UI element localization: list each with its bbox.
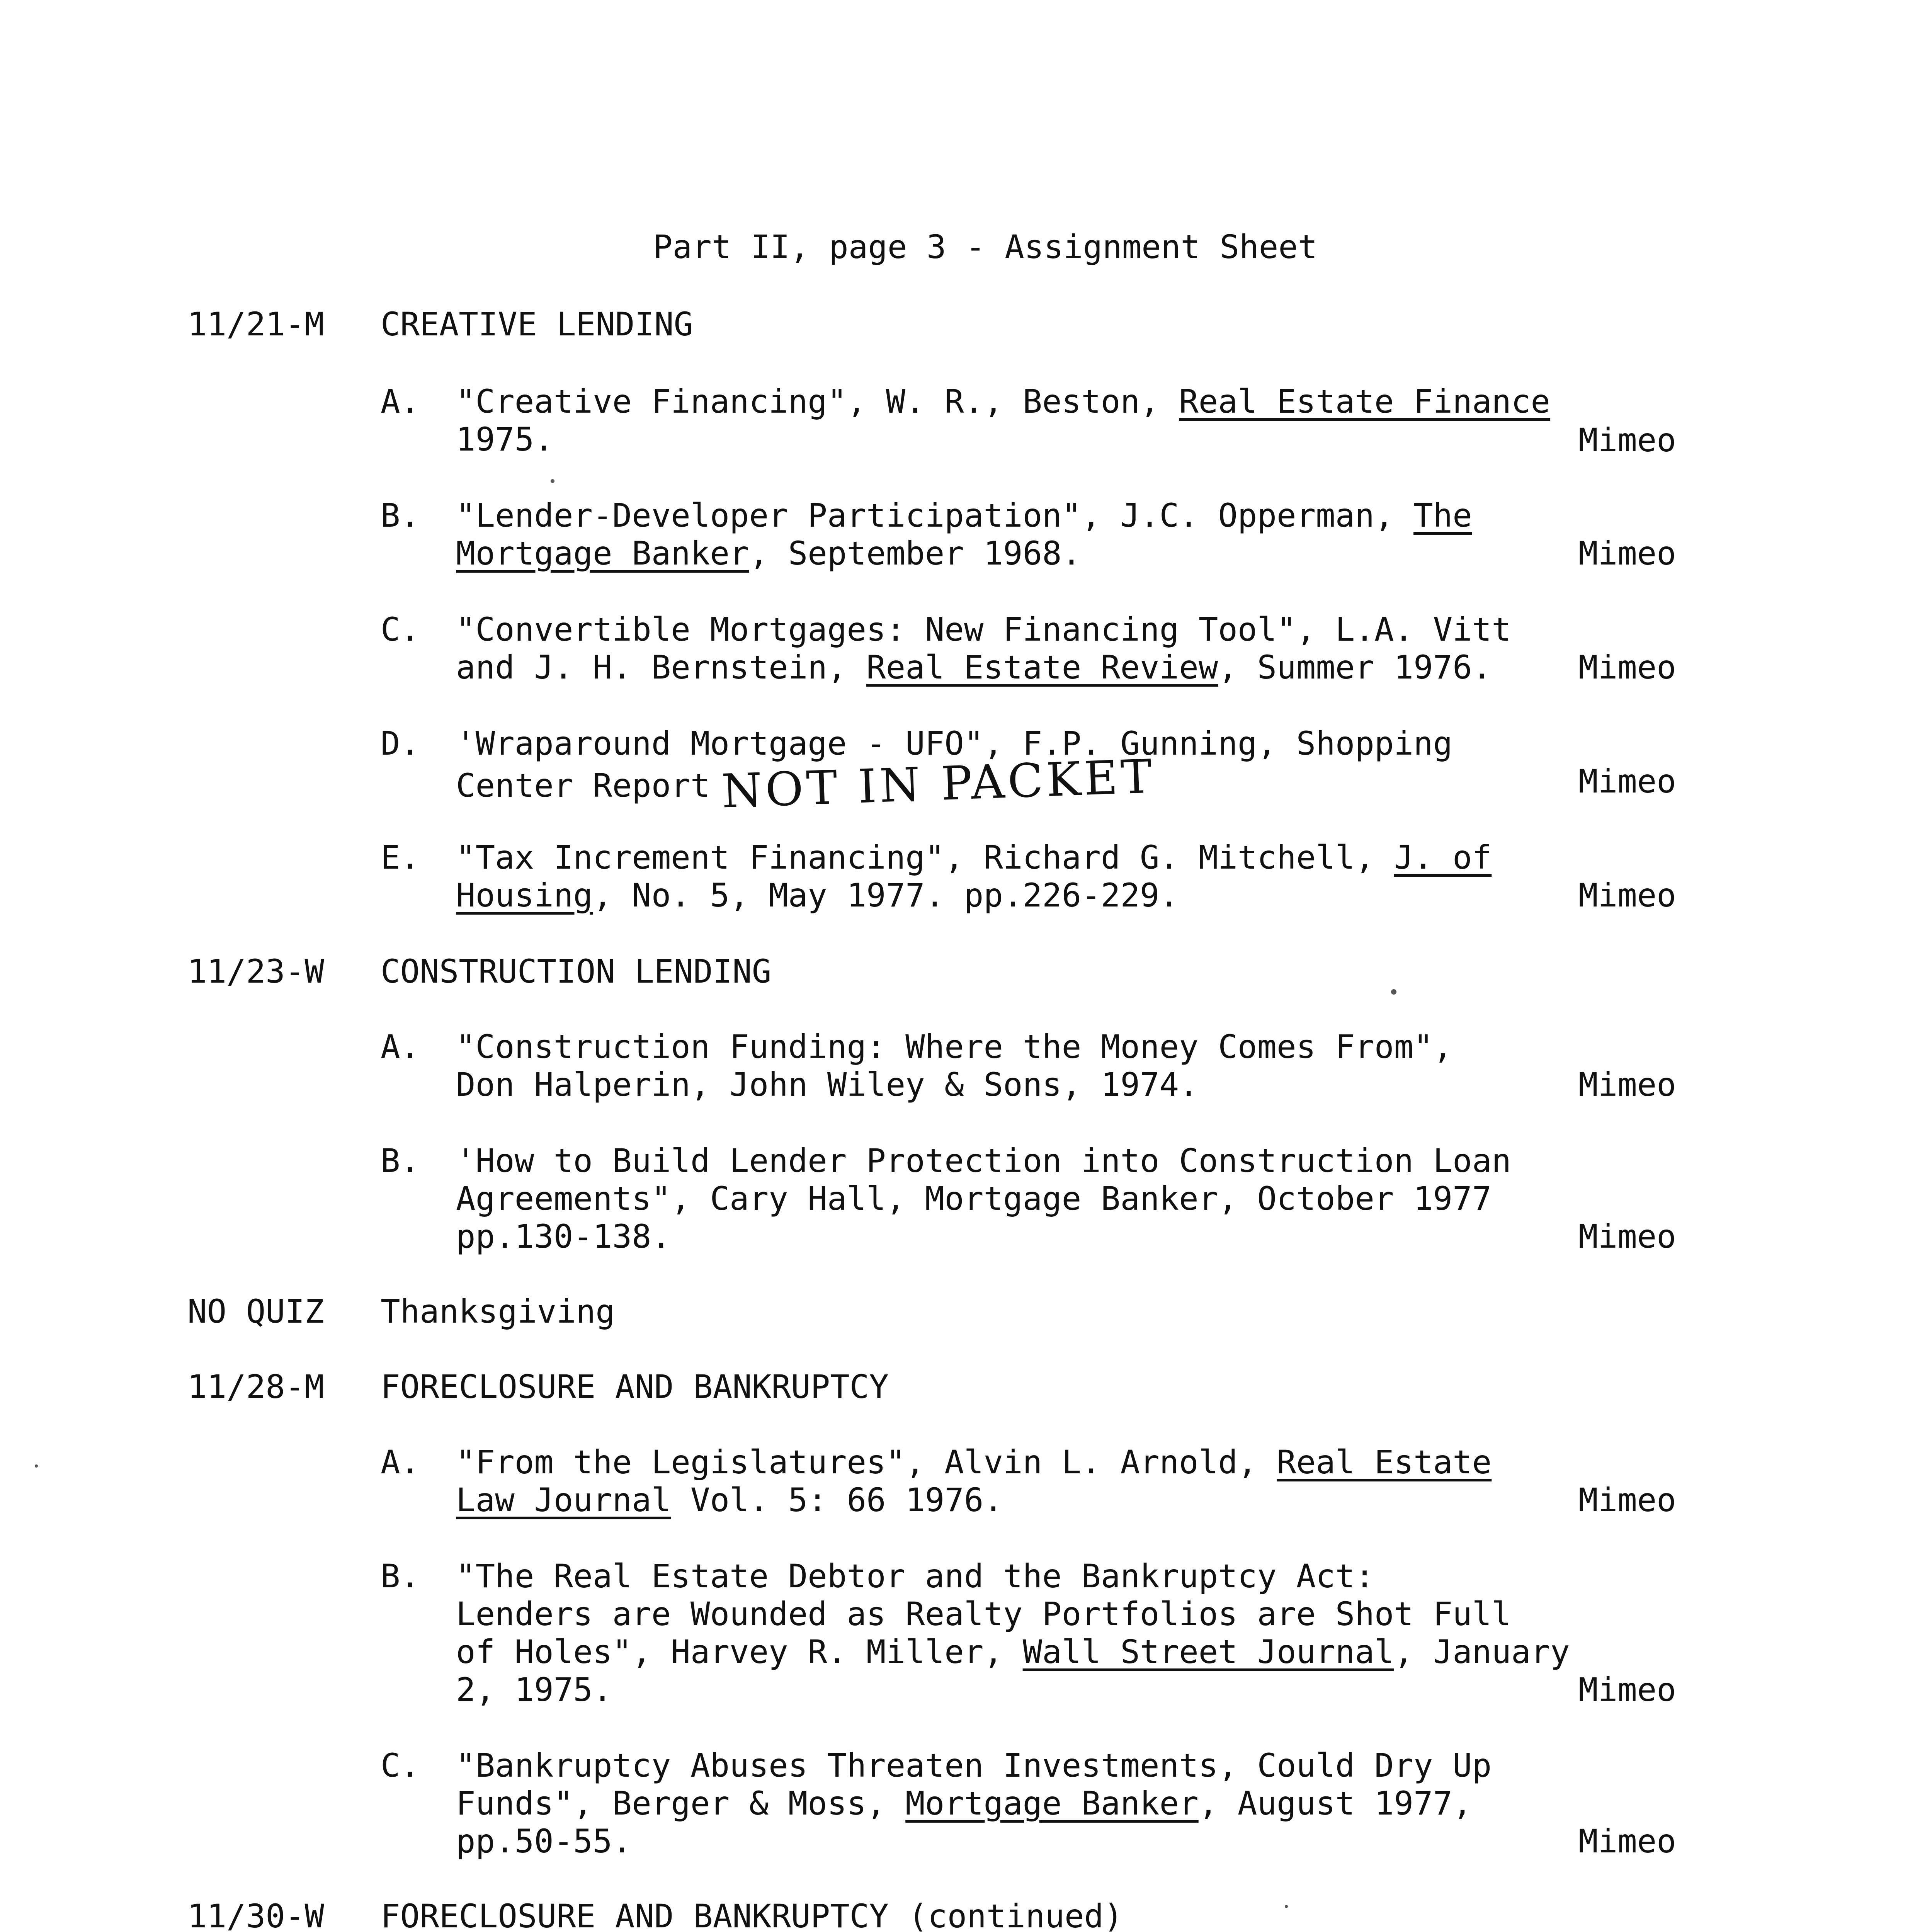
source-note: Mimeo bbox=[1578, 421, 1676, 459]
publication-title: Real Estate Finance bbox=[1179, 383, 1551, 420]
publication-title: Mortgage Banker bbox=[456, 534, 749, 572]
scan-speck bbox=[1391, 989, 1396, 995]
publication-title: Mortgage Banker bbox=[905, 1784, 1199, 1822]
source-note: Mimeo bbox=[1578, 762, 1676, 800]
date-label: 11/23-W bbox=[187, 952, 325, 990]
source-note: Mimeo bbox=[1578, 1671, 1676, 1709]
item-letter: B. bbox=[381, 497, 420, 534]
item-letter: A. bbox=[381, 1028, 420, 1066]
publication-title: Law Journal bbox=[456, 1481, 671, 1519]
section-heading: CONSTRUCTION LENDING bbox=[381, 952, 772, 990]
reference-entry: "Lender-Developer Participation", J.C. Opperman, The Mortgage Banker, September 1968. bbox=[456, 497, 1472, 572]
source-note: Mimeo bbox=[1578, 1822, 1676, 1860]
source-note: Mimeo bbox=[1578, 876, 1676, 914]
publication-title: J. of bbox=[1394, 838, 1492, 876]
source-note: Mimeo bbox=[1578, 1481, 1676, 1519]
source-note: Mimeo bbox=[1578, 1218, 1676, 1255]
reference-entry: "Tax Increment Financing", Richard G. Mitchell, J. of Housing, No. 5, May 1977. pp.226-229. bbox=[456, 838, 1492, 914]
item-letter: A. bbox=[381, 383, 420, 420]
publication-title: Real Estate Review bbox=[866, 648, 1218, 686]
reference-entry: "Construction Funding: Where the Money Comes From", Don Halperin, John Wiley & Sons, 1974. bbox=[456, 1028, 1453, 1104]
section-heading: FORECLOSURE AND BANKRUPTCY (continued) bbox=[381, 1897, 1123, 1932]
source-note: Mimeo bbox=[1578, 1066, 1676, 1104]
section-heading: FORECLOSURE AND BANKRUPTCY bbox=[381, 1368, 889, 1406]
date-label: 11/28-M bbox=[187, 1368, 325, 1406]
reference-entry: 'How to Build Lender Protection into Construction Loan Agreements", Cary Hall, Mortgage Banker, October 1977 pp.130-138. bbox=[456, 1142, 1511, 1255]
publication-title: Real Estate bbox=[1277, 1443, 1492, 1481]
date-label: NO QUIZ bbox=[187, 1293, 325, 1330]
reference-entry: "Creative Financing", W. R., Beston, Real Estate Finance 1975. bbox=[456, 383, 1551, 458]
page-title: Part II, page 3 - Assignment Sheet bbox=[653, 228, 1318, 266]
item-letter: C. bbox=[381, 611, 420, 648]
scan-speck bbox=[551, 479, 554, 483]
date-label: 11/30-W bbox=[187, 1897, 325, 1932]
date-label: 11/21-M bbox=[187, 305, 325, 343]
item-letter: D. bbox=[381, 724, 420, 762]
item-letter: E. bbox=[381, 838, 420, 876]
publication-title: Housing bbox=[456, 876, 593, 914]
reference-entry: "Convertible Mortgages: New Financing Tool", L.A. Vitt and J. H. Bernstein, Real Estate Review, Summer 1976. bbox=[456, 611, 1511, 686]
item-letter: B. bbox=[381, 1142, 420, 1180]
scan-speck bbox=[35, 1464, 38, 1468]
item-letter: C. bbox=[381, 1747, 420, 1784]
reference-entry: 'Wraparound Mortgage - UFO", F.P. Gunning, Shopping Center Report NOT IN PACKET bbox=[456, 724, 1453, 819]
source-note: Mimeo bbox=[1578, 648, 1676, 686]
source-note: Mimeo bbox=[1578, 534, 1676, 572]
scan-speck bbox=[1285, 1905, 1288, 1908]
reference-entry: "From the Legislatures", Alvin L. Arnold, Real Estate Law Journal Vol. 5: 66 1976. bbox=[456, 1443, 1492, 1519]
section-heading: Thanksgiving bbox=[381, 1293, 615, 1330]
reference-entry: "Bankruptcy Abuses Threaten Investments, Could Dry Up Funds", Berger & Moss, Mortgage Banker, August 1977, pp.50-55. bbox=[456, 1747, 1492, 1860]
reference-entry: "The Real Estate Debtor and the Bankruptcy Act: Lenders are Wounded as Realty Portfolios are Shot Full of Holes", Harvey R. Miller, Wall Street Journal, January 2, 1975. bbox=[456, 1557, 1570, 1709]
item-letter: B. bbox=[381, 1557, 420, 1595]
publication-title: The bbox=[1413, 497, 1472, 534]
publication-title: Wall Street Journal bbox=[1022, 1633, 1394, 1671]
item-letter: A. bbox=[381, 1443, 420, 1481]
handwritten-annotation: NOT IN PACKET bbox=[721, 750, 1156, 819]
section-heading: CREATIVE LENDING bbox=[381, 305, 694, 343]
